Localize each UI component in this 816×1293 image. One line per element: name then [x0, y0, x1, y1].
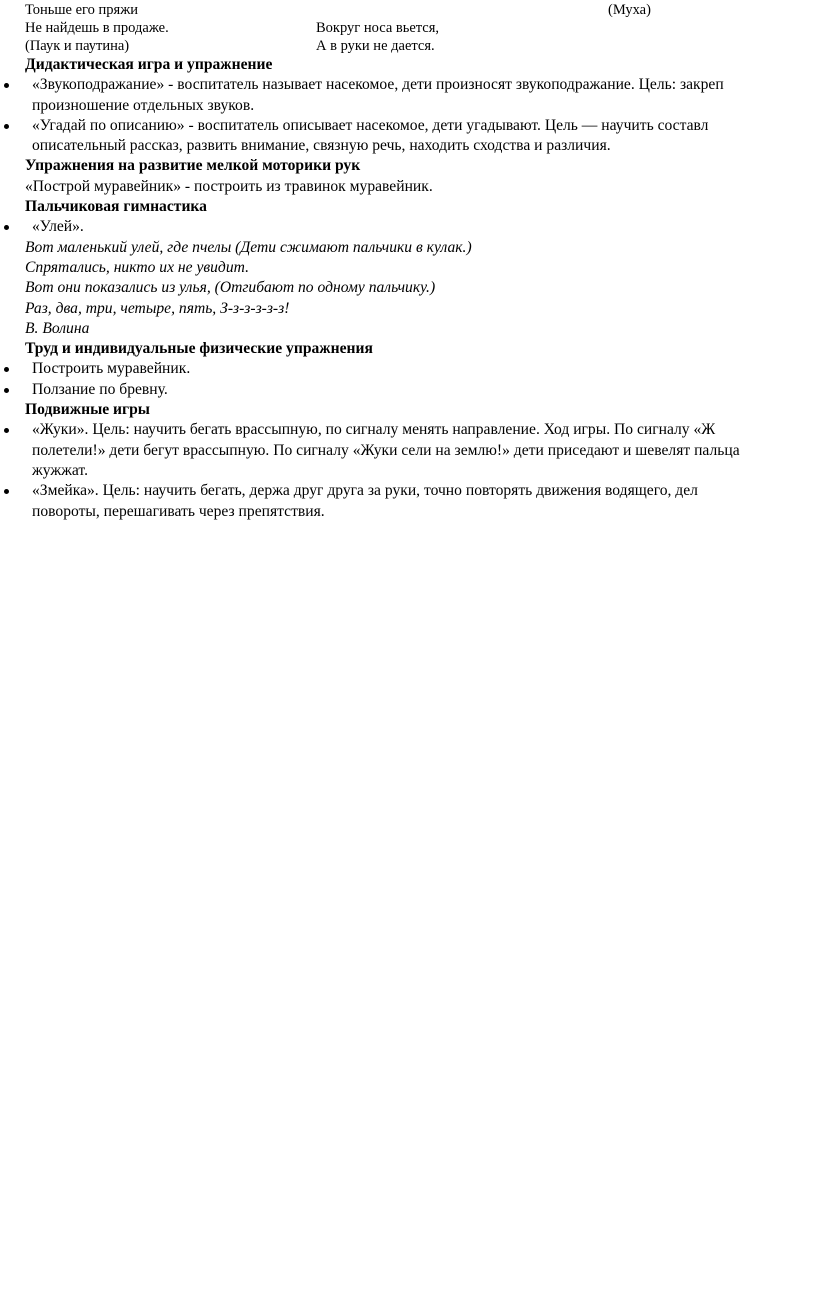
riddle-text: Тоньше его пряжи	[25, 2, 138, 18]
poem-line: Спрятались, никто их не увидит.	[25, 258, 249, 276]
list-item-text: повороты, перешагивать через препятствия.	[32, 502, 325, 520]
list-item	[0, 359, 816, 379]
list-item	[0, 75, 816, 116]
list-item	[0, 420, 816, 481]
list-item-text: «Угадай по описанию» - воспитатель описывает насекомое, дети угадывают. Цель — научить составл	[32, 116, 709, 134]
riddle-text: Не найдешь в продаже.	[25, 20, 169, 36]
riddle-text: А в руки не дается.	[316, 38, 435, 54]
riddle-text: Вокруг носа вьется,	[316, 20, 440, 36]
list-item-text: «Звукоподражание» - воспитатель называет насекомое, дети произносят звукоподражание. Цель: закреп	[32, 76, 724, 94]
poem-line: Раз, два, три, четыре, пять, З-з-з-з-з-з!	[25, 299, 290, 317]
section-heading-games: Подвижные игры	[25, 401, 150, 419]
list-item-text: жужжат.	[32, 461, 88, 479]
section-heading-labor: Труд и индивидуальные физические упражнения	[25, 340, 373, 358]
riddle-answer: (Муха)	[608, 2, 651, 18]
riddle-row	[25, 1, 815, 19]
list-item	[0, 217, 816, 237]
section-heading-motor: Упражнения на развитие мелкой моторики рук	[25, 157, 361, 175]
section-heading-finger: Пальчиковая гимнастика	[25, 198, 207, 216]
list-item-text: «Улей».	[32, 218, 84, 236]
section-heading-didactic: Дидактическая игра и упражнение	[25, 56, 273, 73]
poem-author: В. Волина	[25, 319, 90, 337]
list-item	[0, 380, 816, 400]
list-item-text: полетели!» дети бегут врассыпную. По сигналу «Жуки сели на землю!» дети приседают и шевелят пальца	[32, 441, 740, 459]
list-item-text: Построить муравейник.	[32, 360, 191, 378]
list-item-text: «Змейка». Цель: научить бегать, держа друг друга за руки, точно повторять движения водящего, дел	[32, 482, 698, 500]
list-item-text: «Жуки». Цель: научить бегать врассыпную, по сигналу менять направление. Ход игры. По сигналу «Ж	[32, 421, 716, 439]
riddle-block	[25, 1, 815, 55]
list-item	[0, 481, 816, 522]
riddle-row	[25, 37, 815, 55]
list-item-text: произношение отдельных звуков.	[32, 96, 255, 114]
poem-line: Вот они показались из улья, (Отгибают по одному пальчику.)	[25, 279, 436, 297]
list-item-text: Ползание по бревну.	[32, 380, 168, 398]
riddle-row	[25, 19, 815, 37]
list-item-text: описательный рассказ, развить внимание, связную речь, находить сходства и различия.	[32, 137, 611, 155]
document-body	[0, 55, 816, 522]
list-item	[0, 116, 816, 157]
paragraph: «Построй муравейник» - построить из травинок муравейник.	[25, 177, 433, 195]
poem-line: Вот маленький улей, где пчелы (Дети сжимают пальчики в кулак.)	[25, 238, 472, 256]
riddle-answer: (Паук и паутина)	[25, 38, 130, 54]
